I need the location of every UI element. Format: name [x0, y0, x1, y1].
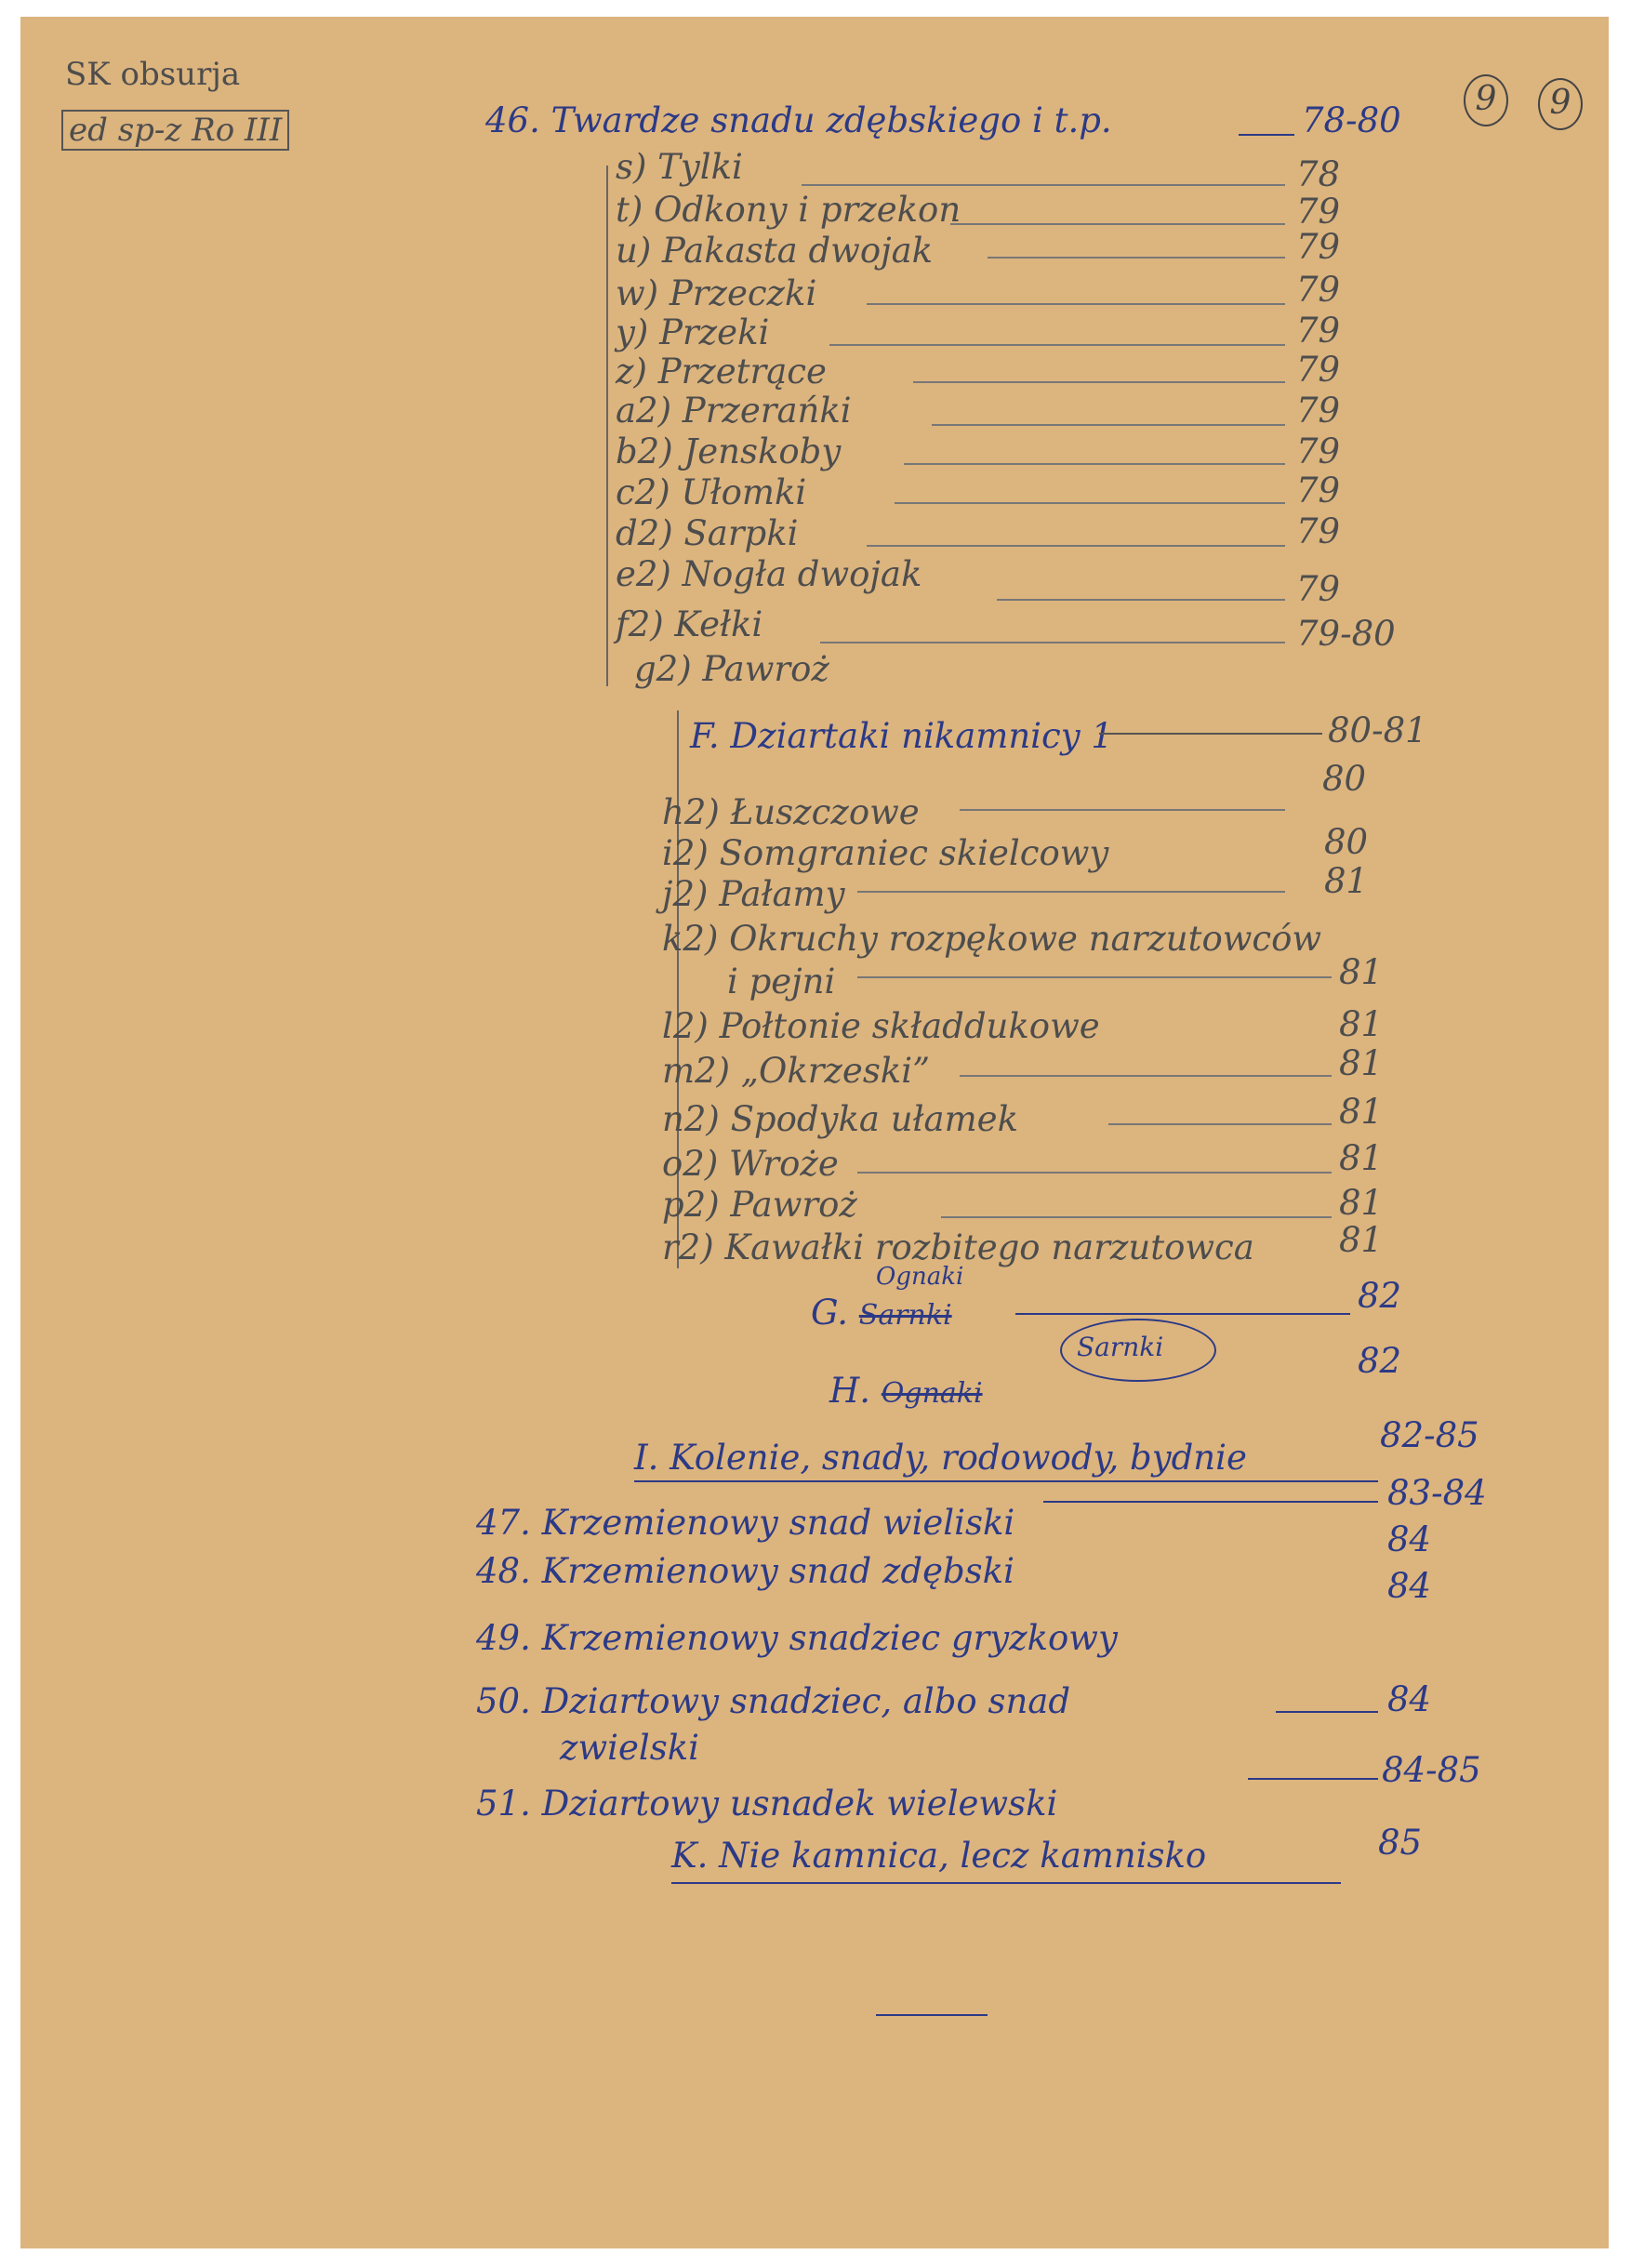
leader-line	[960, 809, 1285, 811]
list-item-pages: 81	[1339, 1043, 1384, 1083]
list-item: i pejni	[727, 962, 836, 1001]
list-item-pages: 84	[1387, 1679, 1432, 1719]
list-item-pages: 84-85	[1382, 1750, 1481, 1790]
list-item: o2) Wroże	[662, 1144, 839, 1184]
list-item-pages: 79	[1296, 192, 1341, 232]
leader-line	[867, 545, 1285, 547]
list-item-pages: 79	[1296, 227, 1341, 267]
list-item-pages: 79-80	[1296, 614, 1396, 654]
leader-line	[997, 599, 1285, 601]
leader-line	[829, 344, 1285, 346]
list-item-pages: 83-84	[1387, 1473, 1487, 1513]
leader-line	[1276, 1711, 1378, 1713]
list-item-pages: 79	[1296, 391, 1341, 431]
list-item-pages: 81	[1339, 1220, 1384, 1260]
section-h-label	[829, 1371, 983, 1411]
leader-line	[913, 381, 1285, 383]
section-k-pages: 85	[1378, 1823, 1423, 1863]
leader-line	[1043, 1501, 1378, 1503]
pencil-bracket	[606, 166, 608, 686]
list-item: y) Przeki	[616, 312, 770, 352]
leader-line	[960, 1075, 1332, 1077]
archive-note: SK obsurja	[65, 56, 241, 93]
list-item-pages: 79	[1296, 311, 1341, 351]
list-item-pages: 79	[1296, 270, 1341, 310]
list-item: m2) „Okrzeski”	[662, 1051, 930, 1091]
leader-line	[932, 424, 1285, 426]
section-i-title: I. Kolenie, snady, rodowody, bydnie	[634, 1438, 1247, 1478]
list-item-pages: 81	[1339, 1138, 1384, 1178]
section-g-struck: Sarnki	[858, 1299, 952, 1332]
folio-number-2: 9	[1538, 78, 1583, 130]
list-item: 51. Dziartowy usnadek wielewski	[476, 1784, 1058, 1824]
list-item-pages: 81	[1339, 1004, 1384, 1044]
leader-line	[904, 463, 1285, 465]
list-item: i2) Somgraniec skielcowy	[662, 833, 1109, 873]
leader-line	[802, 184, 1285, 186]
section-h-struck: Ognaki	[881, 1377, 983, 1410]
list-item: f2) Kełki	[616, 604, 763, 644]
list-item: e2) Nogła dwojak	[616, 554, 922, 594]
leader-line	[1248, 1778, 1378, 1780]
list-item-pages: 84	[1387, 1519, 1432, 1559]
list-item-pages: 79	[1296, 350, 1341, 390]
list-item: n2) Spodyka ułamek	[662, 1099, 1018, 1139]
list-item: z) Przetrące	[616, 351, 827, 391]
list-item: 48. Krzemienowy snad zdębski	[476, 1551, 1014, 1591]
list-item: 49. Krzemienowy snadziec gryzkowy	[476, 1618, 1118, 1658]
section-h-letter: H.	[829, 1371, 871, 1411]
list-item-pages: 84	[1387, 1566, 1432, 1606]
leader-line	[1239, 134, 1294, 136]
underline	[634, 1480, 1378, 1482]
leader-line	[1099, 733, 1322, 735]
list-item: b2) Jenskoby	[616, 431, 842, 471]
archive-box-note: ed sp-z Ro III	[61, 110, 289, 151]
entry-46-pages: 78-80	[1302, 100, 1401, 140]
section-h-correction: Sarnki	[1077, 1332, 1164, 1362]
list-item: u) Pakasta dwojak	[616, 231, 934, 271]
list-item-pages: 79	[1296, 569, 1341, 609]
folio-number: 9	[1464, 74, 1508, 126]
list-item: g2) Pawroż	[634, 649, 829, 689]
section-h-pages: 82	[1358, 1341, 1402, 1381]
section-f-pages: 80-81	[1328, 710, 1427, 750]
list-item: 50. Dziartowy snadziec, albo snad	[476, 1681, 1071, 1721]
leader-line	[1015, 1313, 1350, 1315]
list-item: 47. Krzemienowy snad wieliski	[476, 1503, 1015, 1543]
list-item: a2) Przerańki	[616, 391, 852, 431]
leader-line	[820, 642, 1285, 643]
leader-line	[857, 1172, 1332, 1174]
manuscript-sheet	[20, 17, 1609, 2248]
list-item-pages: 80	[1324, 822, 1369, 862]
list-item: w) Przeczki	[616, 273, 817, 313]
section-i-pages: 82-85	[1380, 1415, 1479, 1455]
list-item: r2) Kawałki rozbitego narzutowca	[662, 1227, 1254, 1267]
leader-line	[867, 303, 1285, 305]
underline	[671, 1882, 1341, 1884]
list-item-pages: 79	[1296, 511, 1341, 551]
list-item: p2) Pawroż	[662, 1185, 857, 1225]
list-item-pages: 79	[1296, 471, 1341, 511]
leader-line	[857, 891, 1285, 893]
list-item: h2) Łuszczowe	[662, 792, 920, 832]
list-item: l2) Połtonie składdukowe	[662, 1006, 1100, 1046]
leader-line	[1108, 1123, 1332, 1125]
list-item-pages: 81	[1324, 861, 1369, 901]
section-g-correction: Ognaki	[876, 1263, 964, 1291]
list-item-pages: 78	[1296, 154, 1341, 194]
closing-rule	[876, 2014, 988, 2016]
leader-line	[950, 223, 1285, 225]
list-item-pages: 81	[1339, 1183, 1384, 1223]
list-item: d2) Sarpki	[616, 513, 799, 553]
leader-line	[895, 502, 1285, 504]
list-item: t) Odkony i przekon	[616, 190, 961, 230]
list-item-pages: 81	[1339, 952, 1384, 992]
section-g-label	[811, 1293, 952, 1333]
section-k-title: K. Nie kamnica, lecz kamnisko	[671, 1836, 1207, 1876]
list-item: c2) Ułomki	[616, 472, 807, 512]
section-f-title: F. Dziartaki nikamnicy 1	[690, 716, 1113, 756]
leader-line	[988, 257, 1285, 259]
list-item: k2) Okruchy rozpękowe narzutowców	[662, 919, 1322, 959]
section-g-pages: 82	[1358, 1276, 1402, 1316]
list-item-pages: 81	[1339, 1092, 1384, 1132]
list-item-pages: 79	[1296, 431, 1341, 471]
list-item: zwielski	[560, 1728, 699, 1768]
entry-46-title: 46. Twardze snadu zdębskiego i t.p.	[485, 100, 1112, 140]
section-g-letter: G.	[811, 1293, 848, 1333]
section-f-subpages: 80	[1322, 759, 1367, 799]
leader-line	[941, 1216, 1332, 1218]
list-item: j2) Pałamy	[662, 874, 845, 914]
list-item: s) Tylki	[616, 147, 743, 187]
leader-line	[857, 976, 1332, 978]
